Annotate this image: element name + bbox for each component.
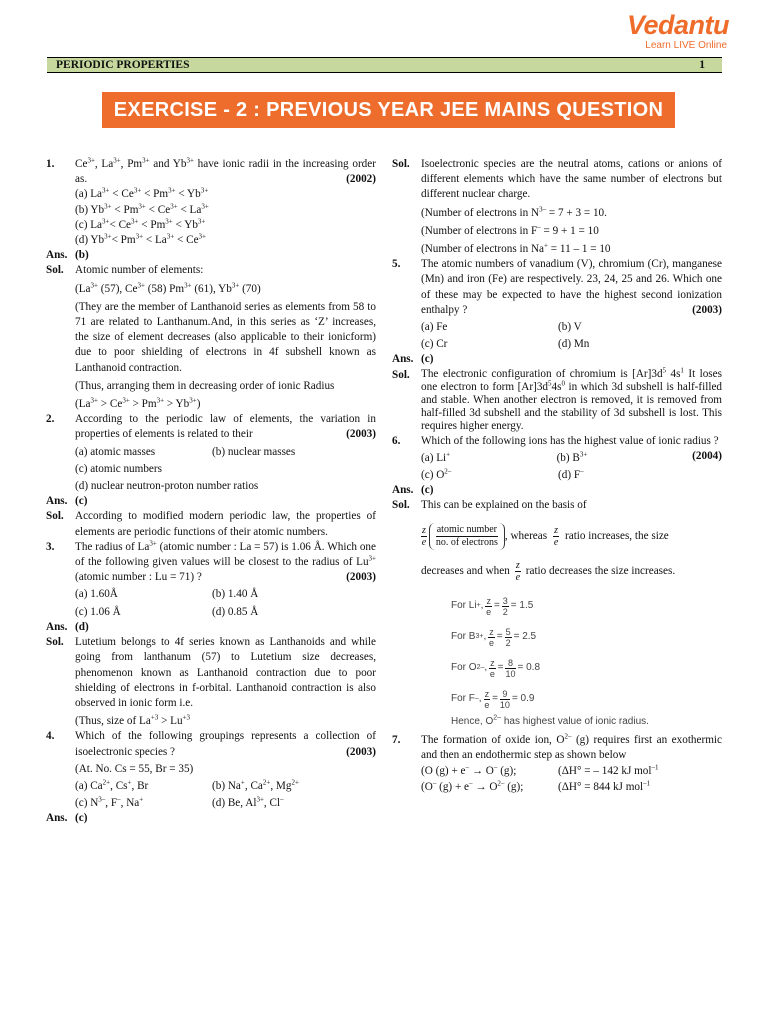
question-5: 5. The atomic numbers of vanadium (V), chromium (Cr), manganese (Mn) and iron (Fe) are respectively. 23, 24, 25 and 26. Which one of these may be expected to have the highest second ionization enthalpy ? (2003) (a) Fe (b) V (c) Cr (d) Mn bbox=[392, 258, 722, 351]
question-4: 4. Which of the following groupings represents a collection of isoelectronic species ? (2003) (At. No. Cs = 55, Br = 35) (a) $Ca^{2+}$, Cs+, Br (b) Na+, $Ca^{2+}$, $Mg^{2+}$ (c) $N^{3-}$, F–, Na+ (d) Be, $Al^{3+}$, Cl– bbox=[46, 730, 376, 810]
vedantu-logo bbox=[627, 10, 730, 51]
ratio-table: For Li + , z e = 3 2 = 1.5 For B 3+ , z e = 5 2 = 2.5 For O 2– , z e = 8 10 = 0.8 For F – , z e = 9 10 = 0.9 Hence, $O^{2-}$ has highest value of ionic radius. bbox=[451, 595, 649, 727]
answer-2: Ans. (c) bbox=[46, 495, 88, 508]
answer-4: Ans. (c) bbox=[46, 812, 88, 825]
logo-tagline: Learn LIVE Online bbox=[645, 40, 727, 51]
question-2: 2. According to the periodic law of elements, the variation in properties of elements is related to their (2003) (a) atomic masses (b) nuclear masses (c) atomic numbers (d) nuclear neutron-proton number ratios bbox=[46, 413, 376, 493]
solution-6: Sol. This can be explained on the basis of z e atomic number no. of electrons , whereas z e ratio increases, the size decreases and when z e ratio decreases the size increases. For Li + , z e = 3 2 = 1.5 For B 3+ , z e = 5 2 = 2.5 For O 2– , z e = 8 10 = 0.8 For F – , z e = 9 10 = 0.9 Hence, $O^{2-}$ has highest value of ionic radius. bbox=[392, 498, 722, 732]
answer-3: Ans. (d) bbox=[46, 620, 89, 633]
option-d: (d) $Yb^{3+}< Pm^{3+} < La^{3+} < Ce^{3+}$ bbox=[75, 232, 206, 247]
option-b: (b) $Yb^{3+} < Pm^{3+} < Ce^{3+} < La^{3+}$ bbox=[75, 201, 209, 216]
answer-5: Ans. (c) bbox=[392, 353, 434, 366]
question-3: 3. The radius of $La^{3+}$ (atomic number : La = 57) is 1.06 Å. Which one of the following given values will be closest to the radius of $Lu^{3+}$ (atomic number : Lu = 71) ? (2003) (a) 1.60Å (b) 1.40 Å (c) 1.06 Å (d) 0.85 Å bbox=[46, 539, 376, 618]
option-c: (c) $La^{3+}< Ce^{3+} < Pm^{3+} < Yb^{3+}$ bbox=[75, 217, 206, 231]
left-column bbox=[46, 157, 376, 827]
solution-5: Sol. The electronic configuration of chromium is $[Ar]3d^5$ $4s^1$ It loses one electron to form $[Ar]3d^54s^0$ in which 3d subshell is half-filled and stable. When another electron is removed, it is removed from half-filled 3d subshell and the stability of 3d subshell is lost. This requires higher energy. bbox=[392, 365, 723, 433]
option-a: (a) $La^{3+} < Ce^{3+} < Pm^{3+} < Yb^{3+}$ bbox=[75, 186, 209, 201]
exercise-title: EXERCISE - 2 : PREVIOUS YEAR JEE MAINS QUESTION bbox=[113, 99, 664, 121]
solution-3: Sol. Lutetium belongs to 4f series known as Lanthanoids and while going from lanthanum (57) to Lutetium size decreases, phenomenon known as Lanthanoid contraction due to poor shielding of electrons in f-orbital. Lanthanoid contraction is also observed in ionic form i.e. (Thus, size of $La^{+3} > Lu^{+3}$ bbox=[46, 636, 376, 728]
question-7: 7. The formation of oxide ion, $O^{2-}$ (g) requires first an exothermic and then an endothermic step as shown below (O (g) + e– → O– (g); (ΔH° = – 142 kJ mol$^{-1}$ (O– $(g) + e^- \to O^{2-}$ (g); (ΔH° = 844 kJ mol$^{-1}$ bbox=[392, 731, 722, 794]
question-6: 6. Which of the following ions has the highest value of ionic radius ? (2004) (a) Li+ (b) $B^{3+}$ (c) $O^{2-}$ (d) F– bbox=[392, 434, 722, 482]
solution-4: Sol. Isoelectronic species are the neutral atoms, cations or anions of different elements which have the same number of electrons but different nuclear charge. (Number of electrons in $N^{3-} = 7 + 3 = 10$. (Number of electrons in F– = 9 + 1 = 10 (Number of electrons in Na+ = 11 – 1 = 10 bbox=[392, 158, 722, 256]
answer-6: Ans. (c) bbox=[392, 484, 434, 497]
exercise-banner bbox=[102, 92, 675, 128]
question-1: 1. $Ce^{3+}$, $La^{3+}$, $Pm^{3+}$ and $Yb^{3+}$ have ionic radii in the increasing order as. (2002) (a) $La^{3+} < Ce^{3+} < Pm^{3+} < Yb^{3+}$ (b) $Yb^{3+} < Pm^{3+} < Ce^{3+} < La^{3+}$ (c) $La^{3+}< Ce^{3+} < Pm^{3+} < Yb^{3+}$ (d) $Yb^{3+}< Pm^{3+} < La^{3+} < Ce^{3+}$ bbox=[46, 157, 376, 248]
solution-1: Sol. Atomic number of elements: ($La^{3+}$ (57), $Ce^{3+}$ (58) $Pm^{3+}$ (61), $Yb^{3+}$ (70) (They are the member of Lanthanoid series as elements from 58 to 71 are related to Lanthanum.And, in this series as ‘Z’ increases, the size of element decreases (also applicable to their ionicform) due to poor shielding of electrons in 4f subshell known as Lanthanoid contraction. (Thus, arranging them in decreasing order of ionic Radius $(La^{3+} > Ce^{3+} > Pm^{3+} > Yb^{3+})$ bbox=[46, 264, 376, 411]
solution-2: Sol. According to modified modern periodic law, the properties of elements are periodic functions of their atomic numbers. bbox=[46, 510, 376, 538]
right-column bbox=[392, 157, 722, 795]
page-number: 1 bbox=[699, 59, 705, 71]
chapter-header-band bbox=[47, 57, 722, 73]
answer-1: Ans. (b) bbox=[46, 249, 89, 262]
chapter-title: PERIODIC PROPERTIES bbox=[56, 59, 190, 71]
z-over-e-expression: z e atomic number no. of electrons , whereas z e ratio increases, the size bbox=[421, 523, 669, 548]
logo-wordmark: Vedantu bbox=[627, 10, 730, 40]
